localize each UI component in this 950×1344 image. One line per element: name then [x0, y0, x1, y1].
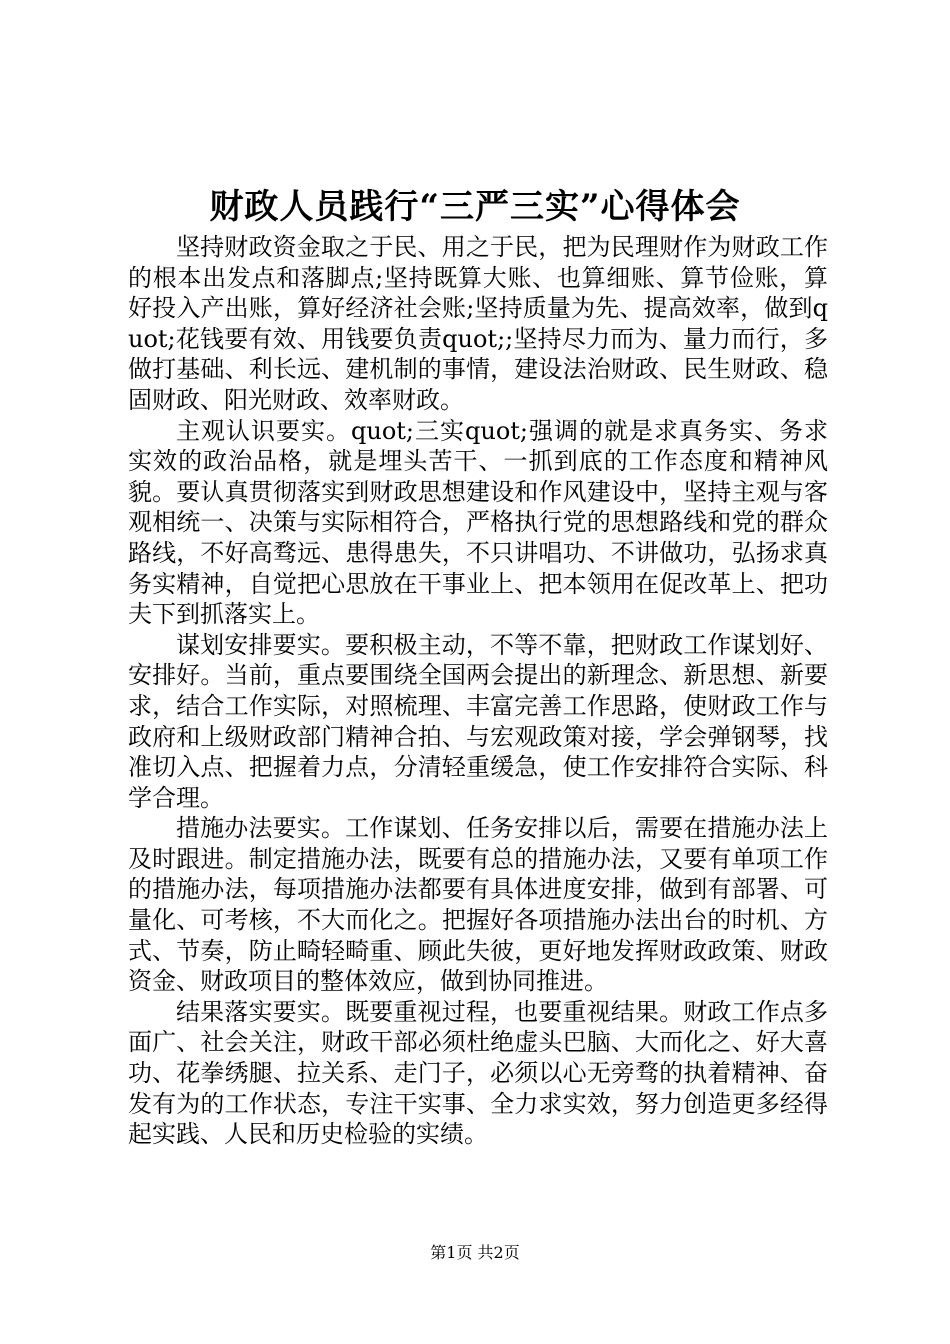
paragraph-2: 主观认识要实。quot;三实quot;强调的就是求真务实、务求实效的政治品格，就是埋头苦干、一抓到底的工作态度和精神风貌。要认真贯彻落实到财政思想建设和作风建设中，坚持主观与客观相统一、决策与实际相符合，严格执行党的思想路线和党的群众路线，不好高骛远、患得患失，不只讲唱功、不讲做功，弘扬求真务实精神，自觉把心思放在干事业上、把本领用在促改革上、把功夫下到抓落实上。	[128, 416, 828, 629]
document-title: 财政人员践行“三严三实”心得体会	[209, 187, 741, 227]
page-number-footer: 第1页 共2页	[430, 1243, 520, 1262]
paragraph-3: 谋划安排要实。要积极主动，不等不靠，把财政工作谋划好、安排好。当前，重点要围绕全国两会提出的新理念、新思想、新要求，结合工作实际，对照梳理、丰富完善工作思路，使财政工作与政府和上级财政部门精神合拍、与宏观政策对接，学会弹钢琴，找准切入点、把握着力点，分清轻重缓急，使工作安排符合实际、科学合理。	[128, 630, 828, 812]
document-body	[128, 232, 828, 1150]
paragraph-5: 结果落实要实。既要重视过程，也要重视结果。财政工作点多面广、社会关注，财政干部必须杜绝虚头巴脑、大而化之、好大喜功、花拳绣腿、拉关系、走门子，必须以心无旁骛的执着精神、奋发有为的工作状态，专注干实事、全力求实效，努力创造更多经得起实践、人民和历史检验的实绩。	[128, 997, 828, 1149]
paragraph-1: 坚持财政资金取之于民、用之于民，把为民理财作为财政工作的根本出发点和落脚点;坚持既算大账、也算细账、算节俭账，算好投入产出账，算好经济社会账;坚持质量为先、提高效率，做到quot;花钱要有效、用钱要负责quot;;坚持尽力而为、量力而行，多做打基础、利长远、建机制的事情，建设法治财政、民生财政、稳固财政、阳光财政、效率财政。	[128, 233, 828, 414]
paragraph-4: 措施办法要实。工作谋划、任务安排以后，需要在措施办法上及时跟进。制定措施办法，既要有总的措施办法，又要有单项工作的措施办法，每项措施办法都要有具体进度安排，做到有部署、可量化、可考核，不大而化之。把握好各项措施办法出台的时机、方式、节奏，防止畸轻畸重、顾此失彼，更好地发挥财政政策、财政资金、财政项目的整体效应，做到协同推进。	[128, 814, 828, 996]
